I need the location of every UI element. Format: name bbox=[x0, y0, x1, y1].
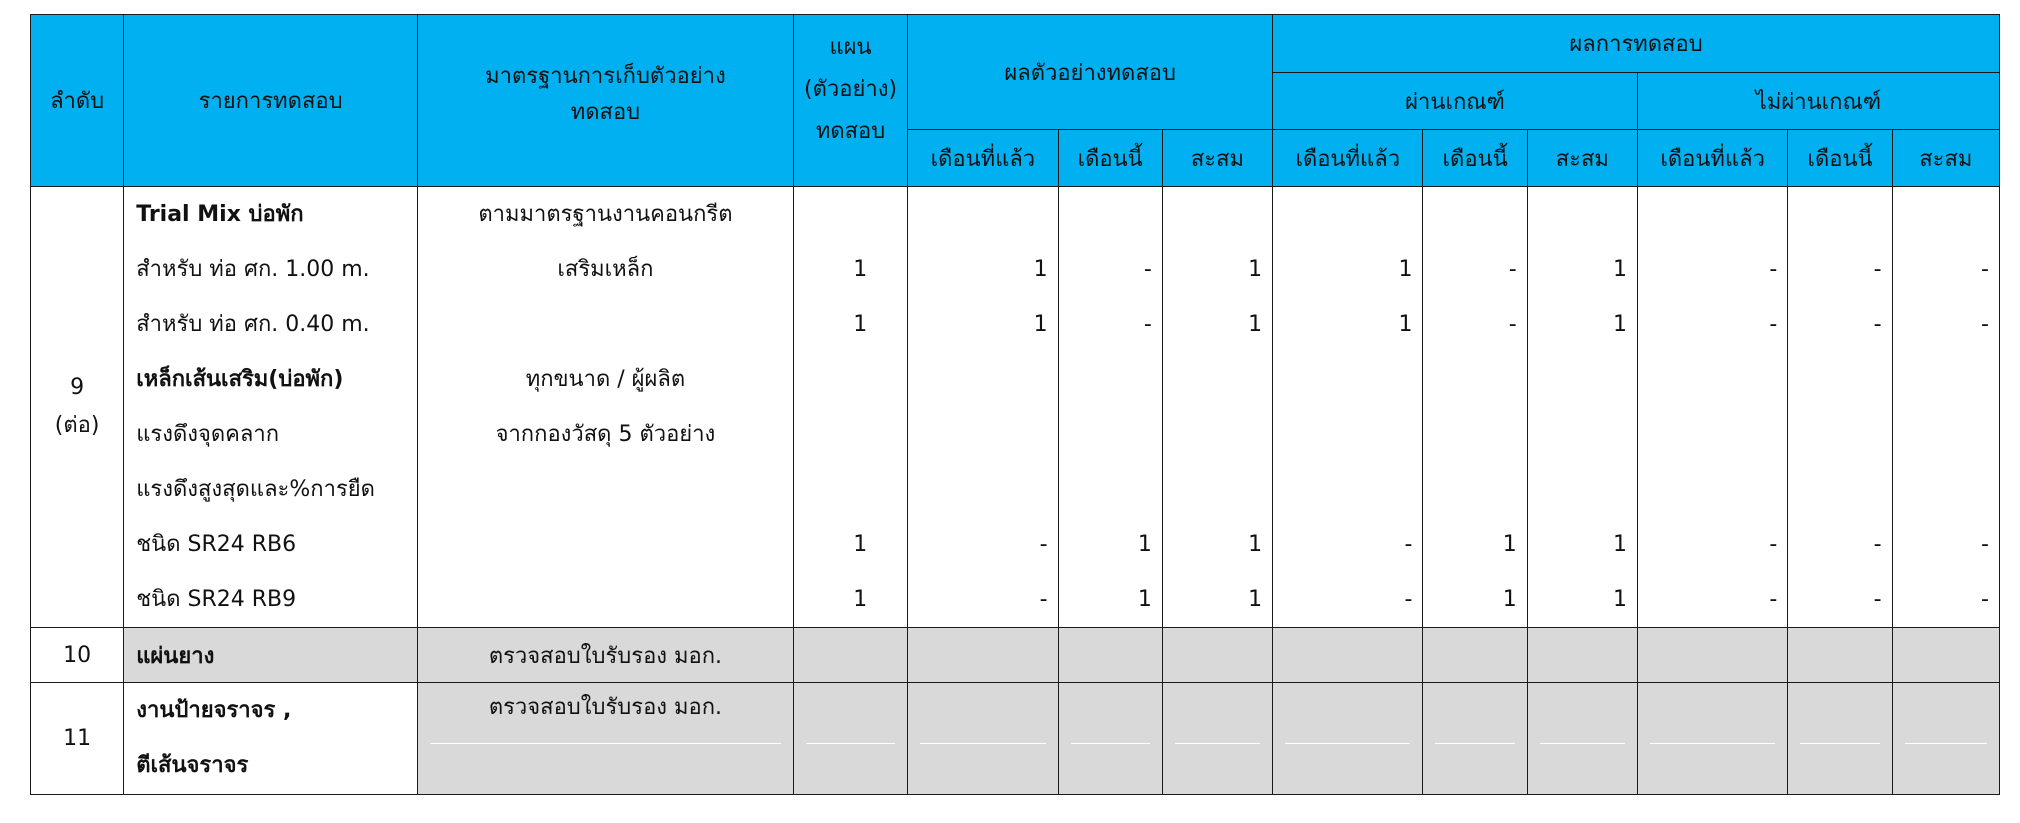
row9-fail-this-value bbox=[1788, 407, 1891, 462]
row9-fail-last-value: - bbox=[1769, 587, 1778, 612]
row9-fail-this-value: - bbox=[1873, 587, 1882, 612]
row9-sample-last-value bbox=[908, 187, 1057, 242]
header-sample-cumulative: สะสม bbox=[1162, 130, 1272, 187]
row9-standard-value bbox=[418, 517, 793, 572]
row10-sample-this bbox=[1058, 628, 1162, 683]
header-pass: ผ่านเกณฑ์ bbox=[1273, 73, 1638, 130]
row9-standard bbox=[417, 187, 793, 628]
row9-pass-this-value: - bbox=[1508, 312, 1517, 337]
row11-item-line1: งานป้ายจราจร , bbox=[136, 698, 292, 723]
row9-item-line: ชนิด SR24 RB6 bbox=[136, 532, 297, 557]
row10-pass-this bbox=[1423, 628, 1527, 683]
row11-plan bbox=[793, 683, 907, 795]
row9-item-line: สำหรับ ท่อ ศก. 0.40 m. bbox=[136, 312, 370, 337]
row9-plan-value bbox=[794, 407, 907, 462]
row11-sample-this bbox=[1058, 683, 1162, 795]
row11-order: 11 bbox=[31, 683, 124, 795]
row9-fail-cum-value: - bbox=[1981, 532, 1989, 557]
row9-item-line: แรงดึงสูงสุดและ%การยืด bbox=[136, 477, 375, 502]
row10-sample-cum bbox=[1162, 628, 1272, 683]
row9-fail-cum-value bbox=[1893, 407, 1999, 462]
row9-fail-last-value bbox=[1638, 352, 1787, 407]
row10-pass-last bbox=[1273, 628, 1423, 683]
cell-divider bbox=[1905, 743, 1987, 744]
row11-pass-cum bbox=[1527, 683, 1637, 795]
row11-sample-last bbox=[908, 683, 1058, 795]
row9-fail-this-value: - bbox=[1873, 532, 1882, 557]
cell-divider bbox=[1650, 743, 1775, 744]
row9-sample-cum-value bbox=[1163, 462, 1272, 517]
row10-fail-this bbox=[1788, 628, 1892, 683]
header-plan bbox=[793, 15, 907, 187]
row9-pass-last-value: - bbox=[1404, 532, 1413, 557]
row9-fail-this bbox=[1788, 187, 1892, 628]
row9-pass-this-value: 1 bbox=[1502, 587, 1517, 612]
row9-fail-cum-value bbox=[1893, 462, 1999, 517]
row9-item-line: เหล็กเส้นเสริม(บ่อพัก) bbox=[136, 367, 344, 392]
row9-plan-value: 1 bbox=[853, 587, 868, 612]
row10-fail-last bbox=[1637, 628, 1787, 683]
row9-standard-value bbox=[418, 462, 793, 517]
header-samples-group: ผลตัวอย่างทดสอบ bbox=[908, 15, 1273, 130]
row9-pass-this-value bbox=[1423, 352, 1526, 407]
row9-order bbox=[31, 187, 124, 628]
row10-sample-last bbox=[908, 628, 1058, 683]
row9-fail-cum-value: - bbox=[1981, 257, 1989, 282]
row9-pass-cum-value: 1 bbox=[1612, 587, 1627, 612]
cell-divider bbox=[1800, 743, 1879, 744]
test-results-table bbox=[30, 14, 2000, 795]
row9-plan-value bbox=[794, 462, 907, 517]
row9-fail-this-value: - bbox=[1873, 257, 1882, 282]
row9-fail-last-value: - bbox=[1769, 312, 1778, 337]
header-order: ลำดับ bbox=[31, 15, 124, 187]
row9-pass-cum-value bbox=[1528, 407, 1637, 462]
header-item: รายการทดสอบ bbox=[124, 15, 418, 187]
row9-item-line: แรงดึงจุดคลาก bbox=[136, 422, 280, 447]
row9-fail-this-value bbox=[1788, 462, 1891, 517]
row10-pass-cum bbox=[1527, 628, 1637, 683]
header-plan-line1: แผน bbox=[829, 35, 872, 60]
row9-plan bbox=[793, 187, 907, 628]
row9-item-line: Trial Mix บ่อพัก bbox=[136, 202, 304, 227]
row9-pass-last-value bbox=[1273, 352, 1422, 407]
row11-item-line2: ตีเส้นจราจร bbox=[136, 753, 249, 778]
row9-sample-cum-value: 1 bbox=[1248, 532, 1263, 557]
cell-divider bbox=[1175, 743, 1260, 744]
cell-divider bbox=[1540, 743, 1625, 744]
row9-sample-last-value bbox=[908, 407, 1057, 462]
cell-divider bbox=[920, 743, 1045, 744]
row11-item bbox=[124, 683, 418, 795]
row9-sample-last-value: 1 bbox=[1033, 312, 1048, 337]
row9-sample-this-value bbox=[1059, 462, 1162, 517]
row9-pass-this-value bbox=[1423, 462, 1526, 517]
row10-item: แผ่นยาง bbox=[124, 628, 418, 683]
row9-pass-cum-value bbox=[1528, 462, 1637, 517]
row9-standard-value: เสริมเหล็ก bbox=[557, 257, 654, 282]
row11-sample-cum bbox=[1162, 683, 1272, 795]
row9-fail-this-value bbox=[1788, 187, 1891, 242]
row9-plan-value: 1 bbox=[853, 532, 868, 557]
row9-pass-this-value bbox=[1423, 407, 1526, 462]
row9-pass-last-value: 1 bbox=[1398, 257, 1413, 282]
row9-sample-last-value: - bbox=[1039, 587, 1048, 612]
row9-sample-this-value bbox=[1059, 187, 1162, 242]
row9-sample-last-value: - bbox=[1039, 532, 1048, 557]
row10-standard: ตรวจสอบใบรับรอง มอก. bbox=[417, 628, 793, 683]
row9-pass-cum-value: 1 bbox=[1612, 257, 1627, 282]
row9-sample-this-value bbox=[1059, 407, 1162, 462]
row9-fail-last-value: - bbox=[1769, 257, 1778, 282]
row9-standard-value bbox=[418, 297, 793, 352]
row9-sample-last-value bbox=[908, 352, 1057, 407]
row9-fail-last-value: - bbox=[1769, 532, 1778, 557]
row11-fail-cum bbox=[1892, 683, 1999, 795]
row9-pass-last-value: 1 bbox=[1398, 312, 1413, 337]
header-pass-this-month: เดือนนี้ bbox=[1423, 130, 1527, 187]
cell-divider bbox=[1435, 743, 1514, 744]
row9-pass-last-value bbox=[1273, 407, 1422, 462]
table-row bbox=[31, 187, 2000, 628]
row9-fail-last bbox=[1637, 187, 1787, 628]
row9-fail-cum-value bbox=[1893, 187, 1999, 242]
header-fail-cumulative: สะสม bbox=[1892, 130, 1999, 187]
row9-pass-this bbox=[1423, 187, 1527, 628]
row9-pass-cum-value: 1 bbox=[1612, 312, 1627, 337]
row9-sample-cum-value: 1 bbox=[1248, 587, 1263, 612]
row9-sample-last-value: 1 bbox=[1033, 257, 1048, 282]
row9-plan-value: 1 bbox=[853, 257, 868, 282]
row9-pass-last-value: - bbox=[1404, 587, 1413, 612]
row9-fail-cum-value: - bbox=[1981, 587, 1989, 612]
row9-standard-value: ตามมาตรฐานงานคอนกรีต bbox=[478, 202, 733, 227]
cell-divider bbox=[806, 743, 895, 744]
row9-item-line: ชนิด SR24 RB9 bbox=[136, 587, 297, 612]
row10-order: 10 bbox=[31, 628, 124, 683]
row9-sample-this-value bbox=[1059, 352, 1162, 407]
header-plan-line2: (ตัวอย่าง) bbox=[804, 77, 898, 102]
row9-fail-last-value bbox=[1638, 187, 1787, 242]
row9-sample-this-value: 1 bbox=[1137, 532, 1152, 557]
row9-fail-cum-value: - bbox=[1981, 312, 1989, 337]
row11-fail-this bbox=[1788, 683, 1892, 795]
row9-pass-this-value: 1 bbox=[1502, 532, 1517, 557]
row9-sample-this-value: 1 bbox=[1137, 587, 1152, 612]
row9-sample-this bbox=[1058, 187, 1162, 628]
header-standard-line2: ทดสอบ bbox=[570, 100, 641, 125]
row9-sample-this-value: - bbox=[1143, 257, 1152, 282]
header-fail: ไม่ผ่านเกณฑ์ bbox=[1637, 73, 1999, 130]
row9-pass-this-value bbox=[1423, 187, 1526, 242]
header-standard-line1: มาตรฐานการเก็บตัวอย่าง bbox=[485, 64, 726, 89]
cell-divider bbox=[1285, 743, 1410, 744]
row10-plan bbox=[793, 628, 907, 683]
row9-sample-cum bbox=[1162, 187, 1272, 628]
row9-pass-cum-value: 1 bbox=[1612, 532, 1627, 557]
row9-plan-value bbox=[794, 187, 907, 242]
row9-fail-cum bbox=[1892, 187, 1999, 628]
row9-pass-cum-value bbox=[1528, 352, 1637, 407]
row9-standard-value bbox=[418, 572, 793, 627]
row9-sample-last-value bbox=[908, 462, 1057, 517]
table-row bbox=[31, 683, 2000, 795]
row10-fail-cum bbox=[1892, 628, 1999, 683]
row11-standard bbox=[417, 683, 793, 795]
row9-order-cont: (ต่อ) bbox=[54, 413, 100, 438]
row9-fail-last-value bbox=[1638, 462, 1787, 517]
row9-fail-this-value: - bbox=[1873, 312, 1882, 337]
row9-sample-cum-value: 1 bbox=[1248, 257, 1263, 282]
row9-sample-last bbox=[908, 187, 1058, 628]
row9-fail-last-value bbox=[1638, 407, 1787, 462]
header-pass-last-month: เดือนที่แล้ว bbox=[1273, 130, 1423, 187]
header-fail-last-month: เดือนที่แล้ว bbox=[1637, 130, 1787, 187]
header-fail-this-month: เดือนนี้ bbox=[1788, 130, 1892, 187]
row9-sample-cum-value: 1 bbox=[1248, 312, 1263, 337]
header-results-group: ผลการทดสอบ bbox=[1273, 15, 2000, 73]
row11-pass-this bbox=[1423, 683, 1527, 795]
row9-pass-this-value: - bbox=[1508, 257, 1517, 282]
row9-sample-cum-value bbox=[1163, 407, 1272, 462]
header-sample-last-month: เดือนที่แล้ว bbox=[908, 130, 1058, 187]
row9-fail-this-value bbox=[1788, 352, 1891, 407]
row9-item-line: สำหรับ ท่อ ศก. 1.00 m. bbox=[136, 257, 370, 282]
header-sample-this-month: เดือนนี้ bbox=[1058, 130, 1162, 187]
row9-pass-cum bbox=[1527, 187, 1637, 628]
row9-standard-value: จากกองวัสดุ 5 ตัวอย่าง bbox=[495, 422, 716, 447]
row9-sample-this-value: - bbox=[1143, 312, 1152, 337]
header-pass-cumulative: สะสม bbox=[1527, 130, 1637, 187]
row9-pass-last bbox=[1273, 187, 1423, 628]
row9-pass-last-value bbox=[1273, 462, 1422, 517]
row9-standard-value: ทุกขนาด / ผู้ผลิต bbox=[525, 367, 686, 392]
row9-pass-last-value bbox=[1273, 187, 1422, 242]
row9-fail-cum-value bbox=[1893, 352, 1999, 407]
row9-sample-cum-value bbox=[1163, 352, 1272, 407]
row9-items bbox=[124, 187, 418, 628]
row9-plan-value bbox=[794, 352, 907, 407]
row9-plan-value: 1 bbox=[853, 312, 868, 337]
row11-standard-divider bbox=[430, 743, 781, 744]
header-plan-line3: ทดสอบ bbox=[815, 119, 886, 144]
table-row bbox=[31, 628, 2000, 683]
header-standard bbox=[417, 15, 793, 187]
row11-standard-text: ตรวจสอบใบรับรอง มอก. bbox=[488, 695, 723, 720]
row11-fail-last bbox=[1637, 683, 1787, 795]
row9-pass-cum-value bbox=[1528, 187, 1637, 242]
cell-divider bbox=[1071, 743, 1150, 744]
row9-sample-cum-value bbox=[1163, 187, 1272, 242]
row11-pass-last bbox=[1273, 683, 1423, 795]
row9-order-number: 9 bbox=[70, 375, 85, 400]
